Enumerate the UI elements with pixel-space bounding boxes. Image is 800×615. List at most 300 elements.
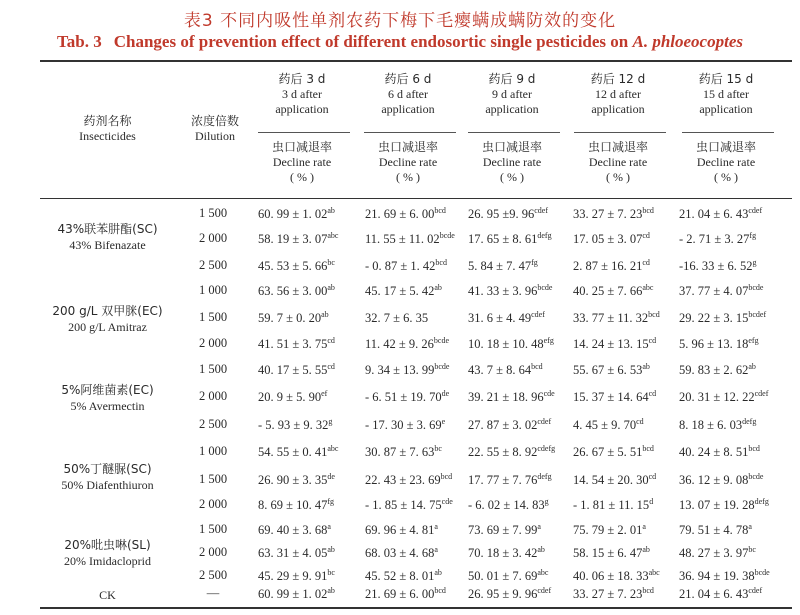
decline-rate-cell [468, 472, 552, 488]
decline-rate-cell [258, 258, 335, 274]
day-3-rule [468, 132, 560, 133]
pesticide-cn: 200 g/L 双甲脒(EC) [52, 304, 163, 318]
dilution-cell: 2 000 [198, 231, 228, 245]
cell-value: 41. 51 ± 3. 75 [258, 337, 328, 352]
day-5-cn: 药后 15 d [698, 72, 754, 86]
cell-value: 36. 94 ± 19. 38 [679, 569, 755, 584]
decline-rate-cell [258, 310, 329, 326]
significance-letters: cdef [748, 206, 763, 215]
decline-rate-cell [258, 497, 334, 513]
cell-value: 29. 22 ± 3. 15 [679, 311, 749, 326]
header-rate-2 [358, 140, 458, 185]
significance-letters: bcde [537, 283, 553, 292]
significance-letters: g [544, 497, 549, 506]
cell-value: 50. 01 ± 7. 69 [468, 569, 538, 584]
cell-value: 60. 99 ± 1. 02 [258, 207, 328, 222]
pesticide-en: 50% Diafenthiuron [61, 478, 154, 492]
day-3-en2: application [485, 102, 539, 116]
decline-rate-cell [468, 522, 541, 538]
significance-letters: cde [441, 497, 453, 506]
significance-letters: cdefg [537, 444, 556, 453]
decline-rate-cell [679, 417, 756, 433]
significance-letters: bcde [748, 283, 764, 292]
dilution-cell: 2 000 [198, 545, 228, 559]
cell-value: - 6. 51 ± 19. 70 [365, 390, 442, 405]
cell-value: 32. 7 ± 6. 35 [365, 311, 429, 326]
cell-value: - 1. 81 ± 11. 15 [573, 498, 650, 513]
cell-value: 60. 99 ± 1. 02 [258, 587, 328, 602]
cell-value: 55. 67 ± 6. 53 [573, 363, 643, 378]
dilution-cell: — [206, 586, 220, 600]
day-2-en2: application [381, 102, 435, 116]
significance-letters: bcd [642, 586, 654, 595]
significance-letters: cd [648, 389, 657, 398]
significance-letters: cdef [537, 417, 552, 426]
decline-rate-cell [468, 258, 538, 274]
decline-rate-cell [365, 336, 449, 352]
decline-rate-cell [468, 310, 545, 326]
decline-rate-cell [679, 522, 752, 538]
top-rule [40, 60, 792, 62]
dilution-cell: 1 000 [198, 283, 228, 297]
decline-rate-cell [468, 336, 554, 352]
table-number: Tab. 3 [57, 32, 102, 51]
cell-value: 22. 43 ± 23. 69 [365, 473, 441, 488]
dilution-cell: 1 500 [198, 206, 228, 220]
significance-letters: cd [642, 231, 650, 240]
significance-letters: bcd [642, 206, 654, 215]
cell-value: 17. 05 ± 3. 07 [573, 232, 643, 247]
significance-letters: fg [327, 497, 335, 506]
decline-rate-cell [573, 389, 656, 405]
day-3-cn: 药后 9 d [488, 72, 536, 86]
significance-letters: fg [749, 231, 757, 240]
header-rate-3 [462, 140, 562, 185]
day-4-rule [574, 132, 666, 133]
cell-value: 40. 06 ± 18. 33 [573, 569, 649, 584]
cell-value: 59. 83 ± 2. 62 [679, 363, 749, 378]
cell-value: 26. 95 ±9. 96 [468, 207, 535, 222]
significance-letters: ab [321, 310, 329, 319]
cell-value: 45. 53 ± 5. 66 [258, 259, 328, 274]
header-dilution-cn: 浓度倍数 [190, 114, 239, 128]
header-insecticide [40, 114, 175, 144]
significance-letters: bc [434, 444, 442, 453]
cell-value: 21. 69 ± 6. 00 [365, 587, 435, 602]
decline-rate-cell [573, 283, 653, 299]
cell-value: 69. 96 ± 4. 81 [365, 523, 435, 538]
decline-rate-cell [365, 472, 452, 488]
cell-value: 26. 67 ± 5. 51 [573, 445, 643, 460]
header-day-3 [462, 72, 562, 117]
significance-letters: a [434, 545, 438, 554]
significance-letters: ab [327, 545, 335, 554]
cell-value: 58. 19 ± 3. 07 [258, 232, 328, 247]
cell-value: 33. 27 ± 7. 23 [573, 207, 643, 222]
pesticide-cn: CK [99, 588, 116, 602]
cell-value: - 5. 93 ± 9. 32 [258, 418, 329, 433]
significance-letters: cdef [754, 389, 769, 398]
cell-value: 5. 96 ± 13. 18 [679, 337, 749, 352]
day-2-rule [364, 132, 456, 133]
significance-letters: cd [636, 417, 644, 426]
decline-rate-cell [365, 389, 449, 405]
day-4-en1: 12 d after [595, 87, 641, 101]
day-3-en1: 9 d after [492, 87, 532, 101]
significance-letters: ab [327, 586, 335, 595]
decline-rate-cell [365, 310, 428, 326]
decline-rate-cell [573, 206, 654, 222]
cell-value: 17. 65 ± 8. 61 [468, 232, 538, 247]
decline-rate-cell [573, 568, 660, 584]
cell-value: 36. 12 ± 9. 08 [679, 473, 749, 488]
decline-rate-cell [573, 497, 653, 513]
cell-value: 45. 29 ± 9. 91 [258, 569, 328, 584]
cell-value: 48. 27 ± 3. 97 [679, 546, 749, 561]
decline-rate-cell [365, 522, 438, 538]
pesticide-en: 5% Avermectin [70, 399, 145, 413]
decline-rate-cell [365, 497, 453, 513]
decline-rate-cell [468, 417, 551, 433]
decline-rate-cell [258, 206, 335, 222]
cell-value: 40. 24 ± 8. 51 [679, 445, 749, 460]
decline-rate-cell [258, 586, 335, 602]
significance-letters: bcd [748, 444, 760, 453]
cell-value: 2. 87 ± 16. 21 [573, 259, 643, 274]
dilution-cell: 2 500 [198, 417, 228, 431]
cell-value: 20. 31 ± 12. 22 [679, 390, 755, 405]
dilution-cell: 2 000 [198, 497, 228, 511]
significance-letters: bc [327, 568, 335, 577]
cell-value: 33. 27 ± 7. 23 [573, 587, 643, 602]
decline-rate-cell [679, 586, 762, 602]
significance-letters: cdef [748, 586, 763, 595]
cell-value: 8. 18 ± 6. 03 [679, 418, 743, 433]
decline-rate-cell [573, 444, 654, 460]
decline-rate-cell [258, 444, 338, 460]
header-rule [40, 198, 792, 199]
decline-rate-cell [468, 206, 548, 222]
cell-value: - 2. 71 ± 3. 27 [679, 232, 750, 247]
decline-rate-cell [573, 336, 656, 352]
decline-rate-cell [365, 283, 442, 299]
significance-letters: ab [537, 545, 545, 554]
significance-letters: bcd [531, 362, 543, 371]
cell-value: - 0. 87 ± 1. 42 [365, 259, 436, 274]
decline-rate-cell [468, 283, 552, 299]
significance-letters: cd [642, 258, 650, 267]
cell-value: 30. 87 ± 7. 63 [365, 445, 435, 460]
header-insecticide-en: Insecticides [79, 129, 136, 143]
significance-letters: abc [327, 444, 339, 453]
significance-letters: bcd [648, 310, 660, 319]
significance-letters: de [441, 389, 450, 398]
significance-letters: defg [537, 472, 552, 481]
cell-value: 33. 77 ± 11. 32 [573, 311, 649, 326]
decline-rate-cell [365, 231, 455, 247]
header-day-1 [252, 72, 352, 117]
cell-value: 15. 37 ± 14. 64 [573, 390, 649, 405]
significance-letters: bcd [434, 206, 446, 215]
decline-rate-cell [573, 258, 650, 274]
decline-rate-cell [365, 417, 445, 433]
significance-letters: bcde [748, 472, 764, 481]
decline-rate-cell [258, 545, 335, 561]
cell-value: 59. 7 ± 0. 20 [258, 311, 322, 326]
decline-rate-cell [468, 545, 545, 561]
significance-letters: defg [754, 497, 769, 506]
dilution-cell: 2 500 [198, 568, 228, 582]
dilution-cell: 2 500 [198, 258, 228, 272]
species-name: A. phloeocoptes [632, 32, 743, 51]
significance-letters: ab [434, 568, 442, 577]
significance-letters: e [441, 417, 446, 426]
pesticide-label-diafenthiuron [40, 461, 175, 493]
decline-rate-cell [573, 522, 646, 538]
rate-2-cn: 虫口减退率 [377, 140, 438, 154]
cell-value: 8. 69 ± 10. 47 [258, 498, 328, 513]
decline-rate-cell [365, 586, 446, 602]
significance-letters: bcde [433, 336, 450, 345]
cell-value: 63. 56 ± 3. 00 [258, 284, 328, 299]
significance-letters: defg [537, 231, 552, 240]
pesticide-label-avermectin [40, 382, 175, 414]
cell-value: 73. 69 ± 7. 99 [468, 523, 538, 538]
significance-letters: bcde [439, 231, 455, 240]
decline-rate-cell [679, 310, 766, 326]
decline-rate-cell [679, 568, 770, 584]
decline-rate-cell [258, 362, 335, 378]
rate-1-en: Decline rate [272, 155, 332, 169]
decline-rate-cell [679, 231, 756, 247]
rate-4-en: Decline rate [588, 155, 648, 169]
significance-letters: defg [742, 417, 757, 426]
day-5-en2: application [699, 102, 753, 116]
decline-rate-cell [258, 283, 335, 299]
decline-rate-cell [365, 568, 442, 584]
cell-value: 9. 34 ± 13. 99 [365, 363, 435, 378]
rate-1-cn: 虫口减退率 [271, 140, 332, 154]
cell-value: 20. 9 ± 5. 90 [258, 390, 322, 405]
dilution-cell: 2 000 [198, 389, 228, 403]
cell-value: 21. 04 ± 6. 43 [679, 587, 749, 602]
significance-letters: de [327, 472, 335, 481]
cell-value: 21. 04 ± 6. 43 [679, 207, 749, 222]
cell-value: 37. 77 ± 4. 07 [679, 284, 749, 299]
decline-rate-cell [679, 206, 762, 222]
cell-value: 21. 69 ± 6. 00 [365, 207, 435, 222]
day-1-en2: application [275, 102, 329, 116]
pesticide-cn: 50%丁醚脲(SC) [63, 462, 152, 476]
cell-value: 31. 6 ± 4. 49 [468, 311, 532, 326]
cell-value: 39. 21 ± 18. 96 [468, 390, 544, 405]
significance-letters: efg [543, 336, 554, 345]
significance-letters: abc [642, 283, 654, 292]
significance-letters: ab [748, 362, 756, 371]
rate-4-unit: ( % ) [606, 170, 630, 184]
day-4-cn: 药后 12 d [590, 72, 646, 86]
pesticide-cn: 5%阿维菌素(EC) [61, 383, 154, 397]
significance-letters: abc [327, 231, 339, 240]
significance-letters: g [752, 258, 757, 267]
cell-value: 69. 40 ± 3. 68 [258, 523, 328, 538]
day-1-rule [258, 132, 350, 133]
cell-value: 14. 24 ± 13. 15 [573, 337, 649, 352]
header-day-2 [358, 72, 458, 117]
decline-rate-cell [258, 472, 335, 488]
decline-rate-cell [573, 417, 644, 433]
header-dilution-en: Dilution [194, 129, 235, 143]
day-2-cn: 药后 6 d [384, 72, 432, 86]
significance-letters: ab [327, 283, 335, 292]
significance-letters: g [328, 417, 333, 426]
decline-rate-cell [365, 362, 449, 378]
decline-rate-cell [573, 586, 654, 602]
cell-value: 14. 54 ± 20. 30 [573, 473, 649, 488]
cell-value: 40. 17 ± 5. 55 [258, 363, 328, 378]
significance-letters: bcde [754, 568, 770, 577]
cell-value: 45. 17 ± 5. 42 [365, 284, 435, 299]
decline-rate-cell [679, 362, 756, 378]
cell-value: 26. 95 ± 9. 96 [468, 587, 538, 602]
significance-letters: cdef [534, 206, 549, 215]
significance-letters: ab [327, 206, 335, 215]
rate-2-en: Decline rate [378, 155, 438, 169]
header-day-4 [568, 72, 668, 117]
significance-letters: bc [327, 258, 335, 267]
cell-value: 43. 7 ± 8. 64 [468, 363, 532, 378]
rate-1-unit: ( % ) [290, 170, 314, 184]
significance-letters: bcdef [748, 310, 767, 319]
table-title-en [0, 32, 800, 52]
bottom-rule [40, 607, 792, 609]
cell-value: 54. 55 ± 0. 41 [258, 445, 328, 460]
header-rate-1 [252, 140, 352, 185]
significance-letters: bc [748, 545, 756, 554]
decline-rate-cell [679, 336, 759, 352]
cell-value: 5. 84 ± 7. 47 [468, 259, 532, 274]
title-en-text: Changes of prevention effect of different endosortic single pesticides on [113, 32, 633, 51]
cell-value: - 1. 85 ± 14. 75 [365, 498, 442, 513]
rate-5-cn: 虫口减退率 [695, 140, 756, 154]
pesticide-label-imidacloprid [40, 537, 175, 569]
cell-value: - 6. 02 ± 14. 83 [468, 498, 545, 513]
decline-rate-cell [468, 231, 552, 247]
rate-5-unit: ( % ) [714, 170, 738, 184]
significance-letters: a [537, 522, 541, 531]
cell-value: -16. 33 ± 6. 52 [679, 259, 753, 274]
header-day-5 [676, 72, 776, 117]
cell-value: 10. 18 ± 10. 48 [468, 337, 544, 352]
significance-letters: efg [748, 336, 759, 345]
decline-rate-cell [468, 497, 549, 513]
rate-3-unit: ( % ) [500, 170, 524, 184]
decline-rate-cell [258, 522, 331, 538]
significance-letters: cdef [531, 310, 545, 319]
day-4-en2: application [591, 102, 645, 116]
significance-letters: ef [321, 389, 328, 398]
decline-rate-cell [573, 362, 650, 378]
pesticide-label-bifenazate [40, 221, 175, 253]
significance-letters: bcd [642, 444, 654, 453]
decline-rate-cell [468, 586, 551, 602]
day-5-en1: 15 d after [703, 87, 749, 101]
dilution-cell: 1 500 [198, 522, 228, 536]
decline-rate-cell [679, 444, 760, 460]
decline-rate-cell [573, 231, 650, 247]
significance-letters: cd [648, 472, 657, 481]
day-2-en1: 6 d after [388, 87, 428, 101]
cell-value: 45. 52 ± 8. 01 [365, 569, 435, 584]
significance-letters: d [649, 497, 654, 506]
rate-3-cn: 虫口减退率 [481, 140, 542, 154]
decline-rate-cell [468, 389, 555, 405]
cell-value: 27. 87 ± 3. 02 [468, 418, 538, 433]
decline-rate-cell [679, 283, 763, 299]
decline-rate-cell [258, 231, 338, 247]
dilution-cell: 1 500 [198, 472, 228, 486]
header-rate-4 [568, 140, 668, 185]
significance-letters: cd [648, 336, 657, 345]
day-1-cn: 药后 3 d [278, 72, 326, 86]
decline-rate-cell [365, 206, 446, 222]
significance-letters: ab [642, 362, 650, 371]
table-title-cn: 表3 不同内吸性单剂农药下梅下毛瘿螨成螨防效的变化 [183, 11, 617, 31]
decline-rate-cell [258, 417, 332, 433]
significance-letters: bcd [434, 586, 446, 595]
decline-rate-cell [573, 310, 660, 326]
decline-rate-cell [679, 258, 757, 274]
significance-letters: a [434, 522, 438, 531]
significance-letters: bcd [440, 472, 453, 481]
significance-letters: bcde [434, 362, 450, 371]
significance-letters: abc [537, 568, 549, 577]
decline-rate-cell [258, 568, 335, 584]
cell-value: 41. 33 ± 3. 96 [468, 284, 538, 299]
significance-letters: cde [543, 389, 555, 398]
header-rate-5 [676, 140, 776, 185]
significance-letters: abc [648, 568, 660, 577]
decline-rate-cell [258, 336, 335, 352]
decline-rate-cell [679, 497, 769, 513]
significance-letters: a [748, 522, 752, 531]
decline-rate-cell [679, 545, 756, 561]
cell-value: 13. 07 ± 19. 28 [679, 498, 755, 513]
significance-letters: cd [327, 336, 335, 345]
cell-value: - 17. 30 ± 3. 69 [365, 418, 442, 433]
dilution-cell: 1 000 [198, 444, 228, 458]
cell-value: 79. 51 ± 4. 78 [679, 523, 749, 538]
decline-rate-cell [679, 472, 763, 488]
cell-value: 63. 31 ± 4. 05 [258, 546, 328, 561]
cell-value: 11. 55 ± 11. 02 [365, 232, 440, 247]
cell-value: 26. 90 ± 3. 35 [258, 473, 328, 488]
cell-value: 11. 42 ± 9. 26 [365, 337, 434, 352]
decline-rate-cell [258, 389, 327, 405]
decline-rate-cell [365, 258, 447, 274]
cell-value: 40. 25 ± 7. 66 [573, 284, 643, 299]
pesticide-en: 200 g/L Amitraz [68, 320, 147, 334]
significance-letters: a [327, 522, 331, 531]
pesticide-en: 20% Imidacloprid [64, 554, 151, 568]
pesticide-en: 43% Bifenazate [69, 238, 146, 252]
decline-rate-cell [365, 444, 442, 460]
decline-rate-cell [573, 545, 650, 561]
significance-letters: ab [642, 545, 650, 554]
cell-value: 68. 03 ± 4. 68 [365, 546, 435, 561]
cell-value: 22. 55 ± 8. 92 [468, 445, 538, 460]
pesticide-cn: 20%吡虫啉(SL) [64, 538, 151, 552]
